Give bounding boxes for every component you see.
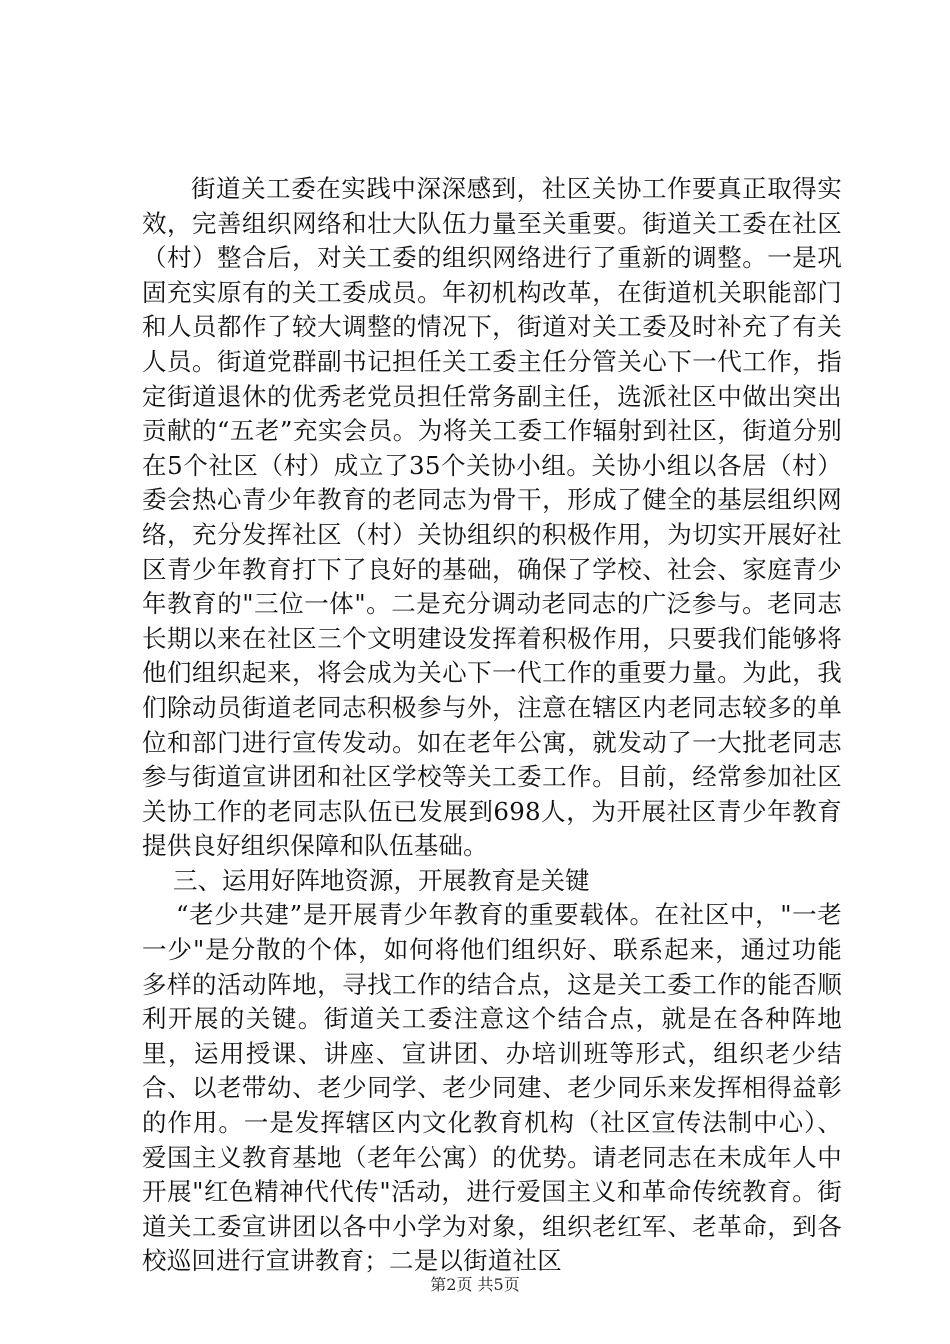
page-footer: 第2页 共5页 — [430, 1275, 520, 1294]
paragraph-organization: 街道关工委在实践中深深感到，社区关协工作要真正取得实效，完善组织网络和壮大队伍力量至关重要。街道关工委在社区（村）整合后，对关工委的组织网络进行了重新的调整。一是巩固充实原有的关工委成员。年初机构改革，在街道机关职能部门和人员都作了较大调整的情况下，街道对关工委及时补充了有关人员。街道党群副书记担任关工委主任分管关心下一代工作，指定街道退休的优秀老党员担任常务副主任，选派社区中做出突出贡献的“五老”充实会员。为将关工委工作辐射到社区，街道分别在5个社区（村）成立了35个关协小组。关协小组以各居（村）委会热心青少年教育的老同志为骨干，形成了健全的基层组织网络，充分发挥社区（村）关协组织的积极作用，为切实开展好社区青少年教育打下了良好的基础，确保了学校、社会、家庭青少年教育的"三位一体"。二是充分调动老同志的广泛参与。老同志长期以来在社区三个文明建设发挥着积极作用，只要我们能够将他们组织起来，将会成为关心下一代工作的重要力量。为此，我们除动员街道老同志积极参与外，注意在辖区内老同志较多的单位和部门进行宣传发动。如在老年公寓，就发动了一大批老同志参与街道宣讲团和社区学校等关工委工作。目前，经常参加社区关协工作的老同志队伍已发展到698人，为开展社区青少年教育提供良好组织保障和队伍基础。 — [142, 174, 842, 861]
section-heading: 三、运用好阵地资源，开展教育是关键 — [173, 865, 590, 895]
document-body — [142, 172, 842, 1279]
paragraph-co-building: “老少共建”是开展青少年教育的重要载体。在社区中，"一老一少"是分散的个体，如何将他们组织好、联系起来，通过功能多样的活动阵地，寻找工作的结合点，这是关工委工作的能否顺利开展的关键。街道关工委注意这个结合点，就是在各种阵地里，运用授课、讲座、宣讲团、办培训班等形式，组织老少结合、以老带幼、老少同学、老少同建、老少同乐来发挥相得益彰的作用。一是发挥辖区内文化教育机构（社区宣传法制中心）、爱国主义教育基地（老年公寓）的优势。请老同志在未成年人中开展"红色精神代代传"活动，进行爱国主义和革命传统教育。街道关工委宣讲团以各中小学为对象，组织老红军、老革命，到各校巡回进行宣讲教育；二是以街道社区 — [142, 900, 842, 1276]
